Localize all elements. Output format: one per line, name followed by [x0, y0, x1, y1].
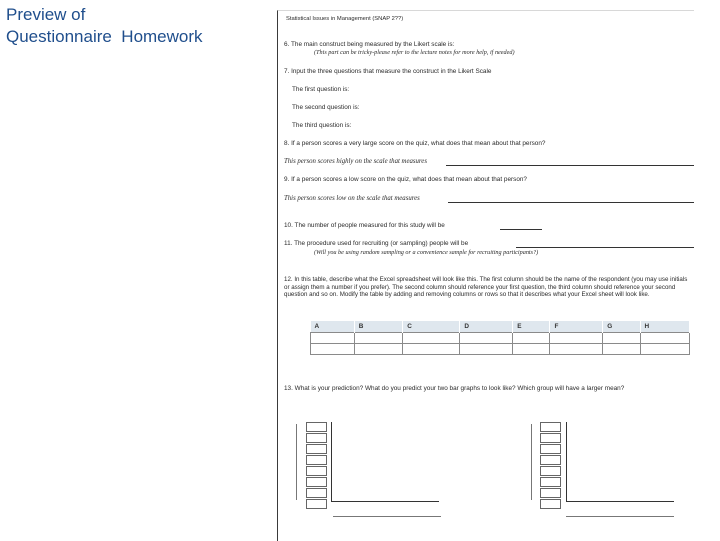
right-graph-y-axis: [566, 422, 567, 502]
y-axis-box: [306, 422, 327, 432]
question-8: 8. If a person scores a very large score on the quiz, what does that mean about that person?: [284, 140, 546, 147]
question-9-answer-line: [448, 202, 694, 203]
question-9: 9. If a person scores a low score on the quiz, what does that mean about that person?: [284, 176, 527, 183]
question-7: 7. Input the three questions that measure the construct in the Likert Scale: [284, 68, 492, 75]
column-header-g: G: [603, 321, 640, 333]
right-graph-frame: [531, 424, 532, 500]
y-axis-box: [540, 455, 561, 465]
question-9-answer: This person scores low on the scale that measures: [284, 195, 420, 202]
y-axis-box: [306, 444, 327, 454]
right-graph-y-axis-boxes: [540, 422, 561, 510]
left-graph-label-line: [333, 516, 441, 517]
question-6-note: (This part can be tricky-please refer to the lecture notes for more help, if needed): [314, 49, 515, 56]
y-axis-box: [306, 466, 327, 476]
table-cell: [403, 344, 460, 355]
table-cell: [550, 344, 603, 355]
left-graph-y-axis-boxes: [306, 422, 327, 510]
question-6: 6. The main construct being measured by the Likert scale is:: [284, 41, 455, 48]
left-graph-frame: [296, 424, 297, 500]
table-cell: [603, 344, 640, 355]
table-cell: [640, 333, 689, 344]
table-cell: [640, 344, 689, 355]
document-header: Statistical Issues in Management (SNAP 2??): [286, 16, 404, 22]
column-header-b: B: [354, 321, 403, 333]
question-7-first: The first question is:: [292, 86, 350, 93]
column-header-d: D: [460, 321, 513, 333]
excel-layout-header-row: [311, 321, 690, 333]
y-axis-box: [540, 499, 561, 509]
left-graph-x-axis: [331, 501, 439, 502]
y-axis-box: [306, 499, 327, 509]
question-10: 10. The number of people measured for this study will be: [284, 222, 445, 229]
column-header-a: A: [311, 321, 355, 333]
y-axis-box: [306, 477, 327, 487]
y-axis-box: [306, 455, 327, 465]
table-cell: [550, 333, 603, 344]
question-12: 12. In this table, describe what the Excel spreadsheet will look like this. The first column should be the name of the respondent (you may use initials or assign them a number if you prefer). The second column should reference your first question, the third column should reference your second question and so on. Modify the table by adding and removing columns or rows so that it describes what your Excel sheet will look like.: [284, 276, 688, 299]
y-axis-box: [540, 466, 561, 476]
table-row: [311, 333, 690, 344]
question-7-third: The third question is:: [292, 122, 352, 129]
table-cell: [460, 344, 513, 355]
y-axis-box: [306, 433, 327, 443]
right-graph-x-axis: [566, 501, 674, 502]
table-cell: [311, 333, 355, 344]
excel-layout-table: [310, 321, 690, 355]
y-axis-box: [306, 488, 327, 498]
column-header-e: E: [513, 321, 550, 333]
table-cell: [513, 333, 550, 344]
slide-title-line-2: Questionnaire Homework: [6, 27, 203, 46]
right-graph-label-line: [566, 516, 674, 517]
y-axis-box: [540, 488, 561, 498]
column-header-c: C: [403, 321, 460, 333]
slide-title: [6, 4, 203, 48]
left-graph-y-axis: [331, 422, 332, 502]
question-7-second: The second question is:: [292, 104, 360, 111]
question-11: 11. The procedure used for recruiting (or sampling) people will be: [284, 240, 469, 247]
y-axis-box: [540, 477, 561, 487]
column-header-h: H: [640, 321, 689, 333]
question-8-answer: This person scores highly on the scale that measures: [284, 158, 427, 165]
table-cell: [513, 344, 550, 355]
table-cell: [354, 344, 403, 355]
y-axis-box: [540, 422, 561, 432]
question-11-note: (Will you be using random sampling or a convenience sample for recruiting participants?): [314, 249, 539, 256]
question-8-answer-line: [446, 165, 694, 166]
questionnaire-document-preview: [277, 10, 694, 541]
table-cell: [460, 333, 513, 344]
question-10-answer-line: [500, 229, 542, 230]
question-11-answer-line: [516, 247, 694, 248]
table-cell: [354, 333, 403, 344]
slide-title-line-1: Preview of: [6, 5, 86, 24]
y-axis-box: [540, 433, 561, 443]
question-13: 13. What is your prediction? What do you predict your two bar graphs to look like? Which group will have a larger mean?: [284, 385, 625, 392]
table-cell: [403, 333, 460, 344]
table-cell: [311, 344, 355, 355]
table-row: [311, 344, 690, 355]
column-header-f: F: [550, 321, 603, 333]
table-cell: [603, 333, 640, 344]
y-axis-box: [540, 444, 561, 454]
